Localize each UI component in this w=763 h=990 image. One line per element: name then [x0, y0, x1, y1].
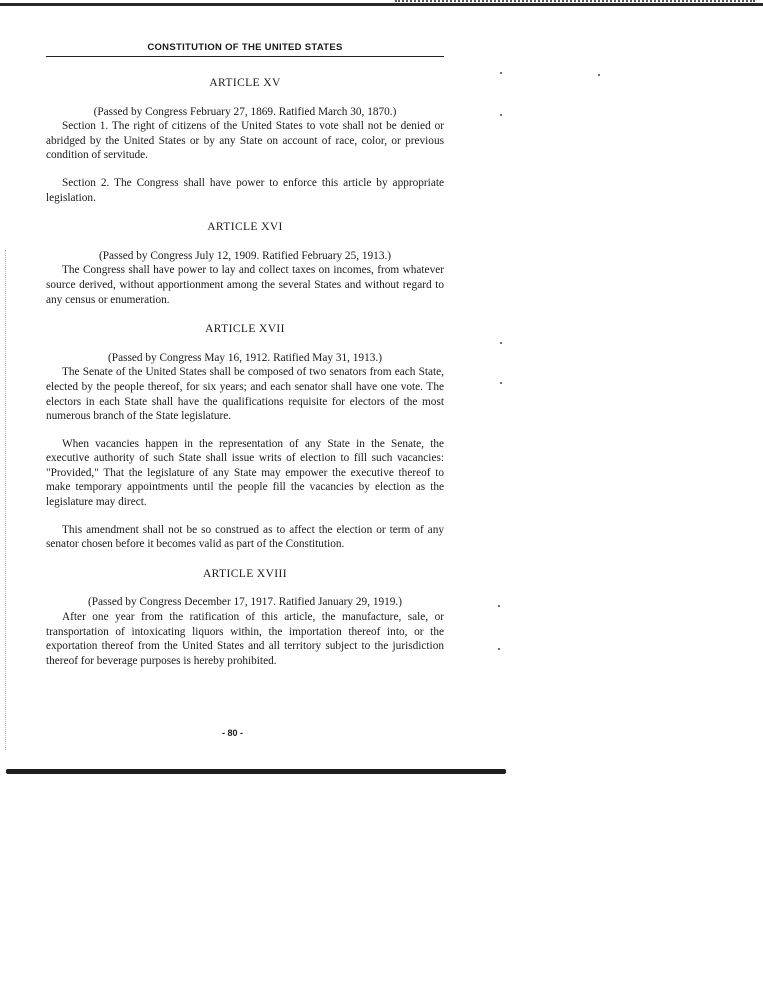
- scan-speck: [498, 605, 500, 607]
- article-xv: [46, 76, 444, 205]
- article-title: ARTICLE XVI: [207, 221, 283, 234]
- scan-speck: [500, 342, 502, 344]
- scan-speck: [500, 114, 502, 116]
- article-title: ARTICLE XVIII: [202, 567, 288, 580]
- section-paragraph: This amendment shall not be so construed as to affect the election or term of any senator chosen before it becomes valid as part of the Constitution.: [46, 523, 444, 551]
- left-margin-mark: [5, 250, 7, 750]
- running-head-rule: [46, 56, 444, 57]
- section-paragraph: When vacancies happen in the representation of any State in the Senate, the executive authority of such State shall issue writs of election to fill such vacancies: "Provided," That the legislature of any State may empower the executive thereof to make temporary appointments until the people fill the vacancies by election as the legislature may direct.: [46, 437, 444, 509]
- scan-speck: [598, 74, 600, 76]
- article-xvii: [46, 322, 444, 552]
- passed-ratified-line: (Passed by Congress December 17, 1917. Ratified January 29, 1919.): [87, 596, 403, 609]
- section-paragraph: Section 1. The right of citizens of the United States to vote shall not be denied or abridged by the United States or by any State on account of race, color, or previous condition of servitude.: [46, 120, 444, 162]
- article-xvi: [46, 220, 444, 307]
- bottom-border-rule: [6, 769, 506, 774]
- page-number: - 80 -: [222, 728, 244, 738]
- scan-speck: [500, 72, 502, 74]
- passed-ratified-line: (Passed by Congress July 12, 1909. Ratified February 25, 1913.): [98, 249, 392, 262]
- article-title: ARTICLE XVII: [205, 323, 285, 336]
- article-xviii: [46, 567, 444, 669]
- section-paragraph: The Congress shall have power to lay and collect taxes on incomes, from whatever source derived, without apportionment among the several States and without regard to any census or enumeration.: [46, 264, 444, 306]
- section-paragraph: The Senate of the United States shall be composed of two senators from each State, elected by the people thereof, for six years; and each senator shall have one vote. The electors in each State shall have the qualifications requisite for electors of the most numerous branch of the State legislature.: [46, 366, 444, 423]
- scan-speck: [498, 648, 500, 650]
- article-title: ARTICLE XV: [209, 77, 281, 89]
- passed-ratified-line: (Passed by Congress May 16, 1912. Ratified May 31, 1913.): [108, 351, 382, 364]
- scan-speck: [500, 382, 502, 384]
- running-head: CONSTITUTION OF THE UNITED STATES: [147, 42, 343, 53]
- section-paragraph: After one year from the ratification of this article, the manufacture, sale, or transportation of intoxicating liquors within, the importation thereof into, or the exportation thereof from the United States and all territory subject to the jurisdiction thereof for beverage purposes is hereby prohibited.: [46, 611, 444, 667]
- section-paragraph: Section 2. The Congress shall have power to enforce this article by appropriate legislation.: [46, 176, 444, 204]
- top-dotted-edge: [395, 0, 755, 4]
- passed-ratified-line: (Passed by Congress February 27, 1869. Ratified March 30, 1870.): [93, 105, 397, 118]
- page-body: [46, 76, 444, 668]
